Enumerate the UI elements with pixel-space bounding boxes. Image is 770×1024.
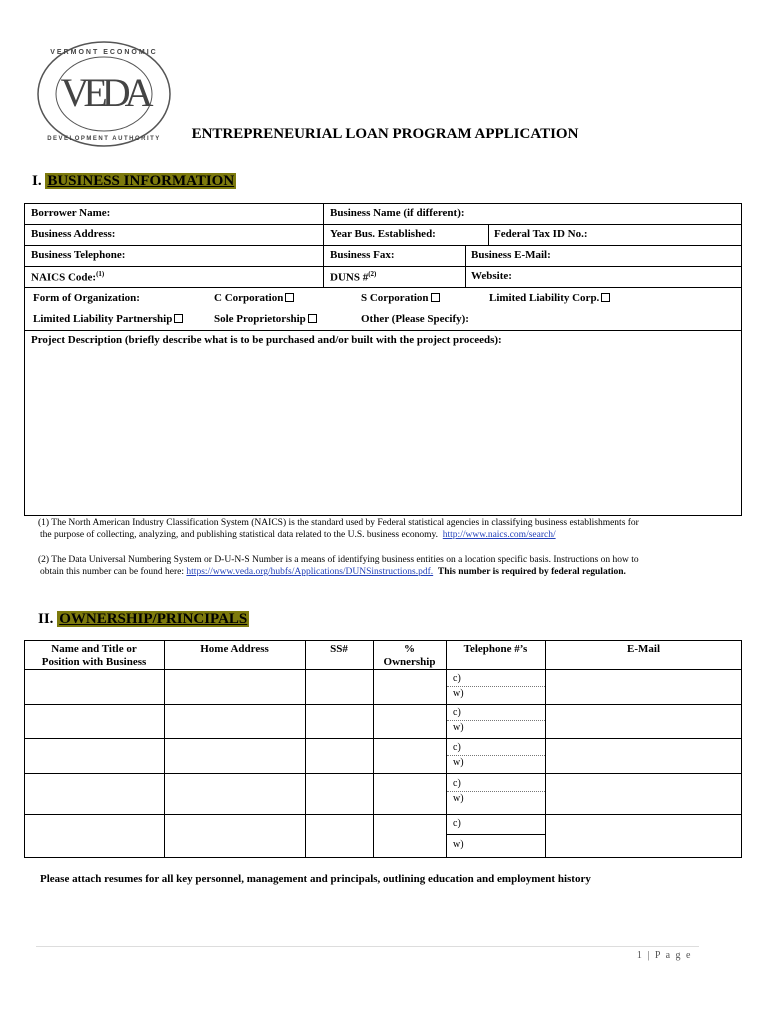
row5-cell-label: c) — [453, 818, 461, 829]
s-corporation-checkbox[interactable] — [431, 293, 440, 302]
row3-cell-label: c) — [453, 742, 461, 753]
col-telephone: Telephone #’s — [463, 643, 528, 655]
c-corporation-checkbox[interactable] — [285, 293, 294, 302]
business-telephone-label: Business Telephone: — [31, 249, 126, 261]
col-ss: SS# — [330, 643, 348, 655]
federal-tax-id-label: Federal Tax ID No.: — [494, 228, 588, 240]
section-1-heading — [32, 173, 236, 190]
sole-proprietorship-option[interactable]: Sole Proprietorship — [214, 313, 317, 325]
section-1-title: BUSINESS INFORMATION — [47, 173, 235, 189]
business-email-label: Business E-Mail: — [471, 249, 551, 261]
llp-checkbox[interactable] — [174, 314, 183, 323]
footer-divider — [36, 946, 699, 947]
col-ownership: % Ownership — [383, 643, 436, 668]
logo-ring-top: VERMONT ECONOMIC — [50, 49, 158, 56]
llc-option[interactable]: Limited Liability Corp. — [489, 292, 610, 304]
logo-letters: VEDA — [60, 70, 148, 115]
year-established-label: Year Bus. Established: — [330, 228, 436, 240]
website-label: Website: — [471, 270, 512, 282]
duns-footnote: (2) The Data Universal Numbering System or D-U-N-S Number is a means of identifying business entities on a location specific basis. Instructions on how to obtain this number can be found here: https://www.veda.org/hubfs/Applications/DUNSinstructions.pdf. This number is required by federal regulation. — [38, 555, 639, 577]
row2-cell-label: c) — [453, 707, 461, 718]
c-corporation-option[interactable]: C Corporation — [214, 292, 294, 304]
business-fax-label: Business Fax: — [330, 249, 395, 261]
row1-cell-label: c) — [453, 673, 461, 684]
duns-label: DUNS #$^{(2)}$ — [330, 270, 377, 284]
col-home-address: Home Address — [200, 643, 269, 655]
section-2-title: OWNERSHIP/PRINCIPALS — [59, 611, 248, 627]
section-1-numeral: I. — [32, 173, 42, 189]
project-description-label[interactable]: Project Description (briefly describe what is to be purchased and/or built with the project proceeds): — [31, 334, 502, 346]
row4-cell-label: c) — [453, 778, 461, 789]
business-address-label: Business Address: — [31, 228, 116, 240]
naics-code-label: NAICS Code:$^{(1)}$ — [31, 270, 105, 284]
borrower-name-label: Borrower Name: — [31, 207, 111, 219]
duns-instructions-link[interactable]: https://www.veda.org/hubfs/Applications/DUNSinstructions.pdf. — [186, 567, 434, 577]
col-name-title: Name and Title or Position with Business — [41, 643, 147, 668]
row5-work-label: w) — [453, 839, 464, 850]
logo-ring-bottom: DEVELOPMENT AUTHORITY — [47, 136, 161, 142]
page-number: 1 | P a g e — [636, 950, 692, 961]
naics-footnote: (1) The North American Industry Classification System (NAICS) is the standard used by Federal statistical agencies in classifying business establishments for the purpose of collecting, analyzing, and publishing statistical data related to the U.S. business economy. http://www.naics.com/search/ — [38, 518, 639, 540]
section-2-heading — [38, 611, 249, 628]
naics-link[interactable]: http://www.naics.com/search/ — [442, 530, 556, 540]
row1-work-label: w) — [453, 688, 464, 699]
business-name-label: Business Name (if different): — [330, 207, 465, 219]
row3-work-label: w) — [453, 757, 464, 768]
ownership-table — [24, 640, 742, 858]
llc-checkbox[interactable] — [601, 293, 610, 302]
s-corporation-option[interactable]: S Corporation — [361, 292, 440, 304]
row2-work-label: w) — [453, 722, 464, 733]
row4-work-label: w) — [453, 793, 464, 804]
attach-resumes-note: Please attach resumes for all key personnel, management and principals, outlining education and employment history — [40, 873, 591, 885]
section-2-numeral: II. — [38, 611, 54, 627]
page-title: ENTREPRENEURIAL LOAN PROGRAM APPLICATION — [191, 126, 579, 142]
llp-option[interactable]: Limited Liability Partnership — [33, 313, 183, 325]
form-of-organization-label: Form of Organization: — [33, 292, 140, 304]
other-specify-label[interactable]: Other (Please Specify): — [361, 313, 469, 325]
col-email: E-Mail — [627, 643, 660, 655]
sole-proprietorship-checkbox[interactable] — [308, 314, 317, 323]
